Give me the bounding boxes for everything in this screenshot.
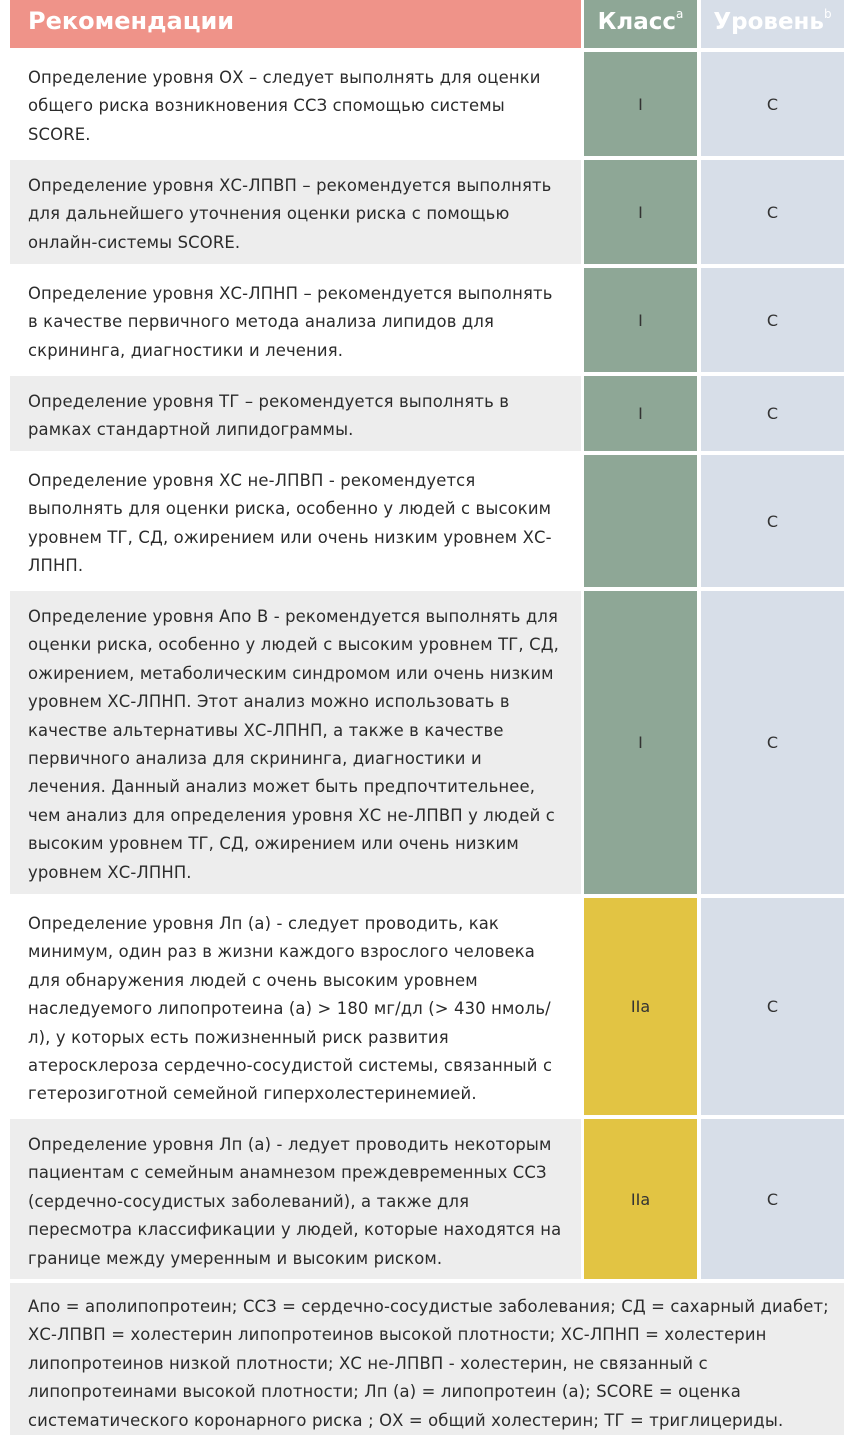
recommendation-text: Определение уровня ХС не-ЛПВП - рекомендуется выполнять для оценки риска, особенно у людей с высоким уровнем ТГ, СД, ожирением или очень низким уровнем ХС-ЛПНП. (10, 455, 581, 587)
table-row (0, 52, 844, 156)
class-cell: I (584, 376, 697, 451)
table-header (0, 0, 844, 48)
header-class: Класс$^a$ (584, 0, 697, 48)
recommendation-text: Определение уровня Лп (а) - ледует проводить некоторым пациентам с семейным анамнезом преждевременных ССЗ (сердечно-сосудистых заболеваний), а также для пересмотра классификации у людей, которые находятся на границе между умеренным и высоким риском. (10, 1119, 581, 1279)
recommendation-text: Определение уровня ХС-ЛПВП – рекомендуется выполнять для дальнейшего уточнения оценки риска с помощью онлайн-системы SCORE. (10, 160, 581, 264)
table-row (0, 376, 844, 451)
table-row (0, 1119, 844, 1279)
class-cell: I (584, 160, 697, 264)
level-cell: C (701, 1119, 844, 1279)
recommendation-text: Определение уровня ОХ – следует выполнять для оценки общего риска возникновения ССЗ спомощью системы SCORE. (10, 52, 581, 156)
level-cell: C (701, 160, 844, 264)
table-row (0, 160, 844, 264)
level-cell: C (701, 268, 844, 372)
class-cell: I (584, 52, 697, 156)
class-cell: I (584, 591, 697, 894)
level-cell: C (701, 898, 844, 1115)
header-level: Уровень$^b$ (701, 0, 844, 48)
class-cell: IIa (584, 898, 697, 1115)
recommendation-text: Определение уровня ХС-ЛПНП – рекомендуется выполнять в качестве первичного метода анализа липидов для скрининга, диагностики и лечения. (10, 268, 581, 372)
class-cell (584, 455, 697, 587)
table-row (0, 898, 844, 1115)
level-cell: C (701, 591, 844, 894)
level-cell: C (701, 52, 844, 156)
table-row (0, 268, 844, 372)
class-cell: IIa (584, 1119, 697, 1279)
level-cell: C (701, 376, 844, 451)
header-recommendations: Рекомендации (10, 0, 581, 48)
abbreviations-footnote: Апо = аполипопротеин; ССЗ = сердечно-сосудистые заболевания; СД = сахарный диабет; ХС-ЛПВП = холестерин липопротеинов высокой плотности; ХС-ЛПНП = холестерин липопротеинов низкой плотности; ХС не-ЛПВП - холестерин, не связанный с липопротеинами высокой плотности; Лп (а) = липопротеин (а); SCORE = оценка систематического коронарного риска ; ОХ = общий холестерин; ТГ = триглицериды. (10, 1283, 844, 1435)
recommendation-text: Определение уровня Лп (а) - следует проводить, как минимум, один раз в жизни каждого взрослого человека для обнаружения людей с очень высоким уровнем наследуемого липопротеина (а) > 180 мг/дл (> 430 нмоль/л), у которых есть пожизненный риск развития атеросклероза сердечно-сосудистой системы, связанный с гетерозиготной семейной гиперхолестеринемией. (10, 898, 581, 1115)
table-row (0, 455, 844, 587)
class-cell: I (584, 268, 697, 372)
table-row (0, 591, 844, 894)
recommendation-text: Определение уровня ТГ – рекомендуется выполнять в рамках стандартной липидограммы. (10, 376, 581, 451)
level-cell: C (701, 455, 844, 587)
recommendation-text: Определение уровня Апо В - рекомендуется выполнять для оценки риска, особенно у людей с высоким уровнем ТГ, СД, ожирением, метаболическим синдромом или очень низким уровнем ХС-ЛПНП. Этот анализ можно использовать в качестве альтернативы ХС-ЛПНП, а также в качестве первичного анализа для скрининга, диагностики и лечения. Данный анализ может быть предпочтительнее, чем анализ для определения уровня ХС не-ЛПВП у людей с высоким уровнем ТГ, СД, ожирением или очень низким уровнем ХС-ЛПНП. (10, 591, 581, 894)
